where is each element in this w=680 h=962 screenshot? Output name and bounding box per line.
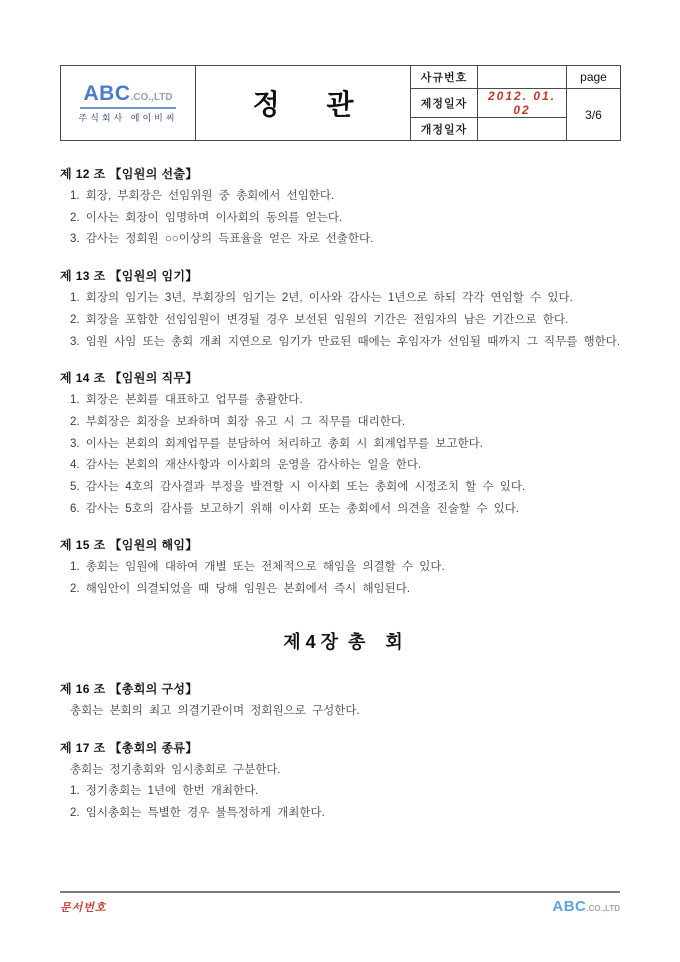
footer-logo-abc: ABC (552, 898, 587, 915)
clause-item: 2. 회장을 포함한 선임임원이 변경될 경우 보선된 임원의 기간은 전임자의 남은 기간으로 한다. (70, 313, 569, 326)
info-value-regulation-number (478, 66, 567, 89)
clause-item: 2. 임시총회는 특별한 경우 불특정하게 개최한다. (70, 806, 325, 819)
header-logo-cell (61, 66, 196, 141)
clause-item: 2. 이사는 회장이 임명하며 이사회의 동의를 얻는다. (70, 211, 343, 224)
clause-item: 1. 정기총회는 1년에 한번 개최한다. (70, 785, 259, 798)
info-label-enactment-date: 제정일자 (411, 89, 478, 118)
clause-item: 1. 총회는 임원에 대하여 개별 또는 전체적으로 해임을 의결할 수 있다. (70, 561, 445, 574)
info-label-regulation-number: 사규번호 (411, 66, 478, 89)
section-intro: 총회는 본회의 최고 의결기관이며 정회원으로 구성한다. (70, 704, 360, 717)
section-heading: 제 16 조 【총회의 구성】 (60, 681, 198, 696)
header-row-1 (61, 66, 621, 89)
doc-number-label: 문서번호 (60, 902, 107, 914)
clause-item: 3. 감사는 정회원 ○○이상의 득표율을 얻은 자로 선출한다. (70, 233, 374, 246)
logo-abc-text: ABC (83, 82, 131, 105)
header-table (60, 65, 621, 141)
section-heading: 제 17 조 【총회의 종류】 (60, 740, 198, 755)
clause-item: 1. 회장의 임기는 3년, 부회장의 임기는 2년, 이사와 감사는 1년으로 하되 각각 연임할 수 있다. (70, 292, 573, 305)
info-value-revision-date (478, 118, 567, 141)
info-value-enactment-date: 2012. 01. 02 (478, 89, 567, 118)
document-title: 정 관 (252, 89, 354, 120)
section-heading: 제 14 조 【임원의 직무】 (60, 371, 198, 386)
section-article-12 (60, 166, 626, 251)
company-logo (80, 82, 175, 109)
clause-item: 1. 회장은 본회를 대표하고 업무를 총괄한다. (70, 394, 303, 407)
section-intro: 총회는 정기총회와 임시총회로 구분한다. (70, 763, 281, 776)
page-footer (60, 891, 620, 916)
section-article-14 (60, 370, 626, 520)
section-heading: 제 12 조 【임원의 선출】 (60, 167, 198, 181)
section-article-13 (60, 268, 626, 353)
section-heading: 제 13 조 【임원의 임기】 (60, 269, 198, 284)
document-title-cell (196, 66, 411, 141)
clause-item: 3. 이사는 본회의 회계업무를 분담하여 처리하고 총회 시 회계업무를 보고한다. (70, 437, 483, 450)
clause-item: 1. 회장, 부회장은 선임위원 중 총회에서 선임한다. (70, 190, 335, 202)
section-article-17 (60, 740, 626, 825)
page-number: 3/6 (567, 89, 621, 141)
clause-item: 3. 임원 사임 또는 총회 개최 지연으로 임기가 만료된 때에는 후임자가 선임될 때까지 그 직무를 행한다. (70, 335, 621, 348)
info-label-revision-date: 개정일자 (411, 118, 478, 141)
footer-row (60, 898, 620, 916)
logo-suffix-text: .CO.,LTD (130, 92, 173, 103)
section-article-15 (60, 537, 626, 600)
chapter-heading: 제 4 장 총 회 (283, 631, 403, 652)
section-article-16 (60, 681, 626, 723)
clause-item: 2. 해임안이 의결되었을 때 당해 임원은 본회에서 즉시 해임된다. (70, 583, 411, 596)
clause-item: 2. 부회장은 회장을 보좌하며 회장 유고 시 그 직무를 대리한다. (70, 415, 406, 428)
footer-logo-suffix: .CO.,LTD (586, 904, 620, 913)
section-heading: 제 15 조 【임원의 해임】 (60, 538, 198, 553)
document-body (60, 166, 626, 842)
clause-item: 4. 감사는 본회의 재산사항과 이사회의 운영을 감사하는 일을 한다. (70, 459, 422, 472)
footer-logo (552, 898, 620, 916)
clause-item: 5. 감사는 4호의 감사결과 부정을 발견할 시 이사회 또는 총회에 시정조치 할 수 있다. (70, 481, 526, 494)
clause-item: 6. 감사는 5호의 감사를 보고하기 위해 이사회 또는 총회에서 의견을 진술할 수 있다. (70, 502, 520, 515)
logo-subtitle: 주식회사 에이비씨 (78, 113, 178, 123)
page-header-label: page (567, 66, 621, 89)
